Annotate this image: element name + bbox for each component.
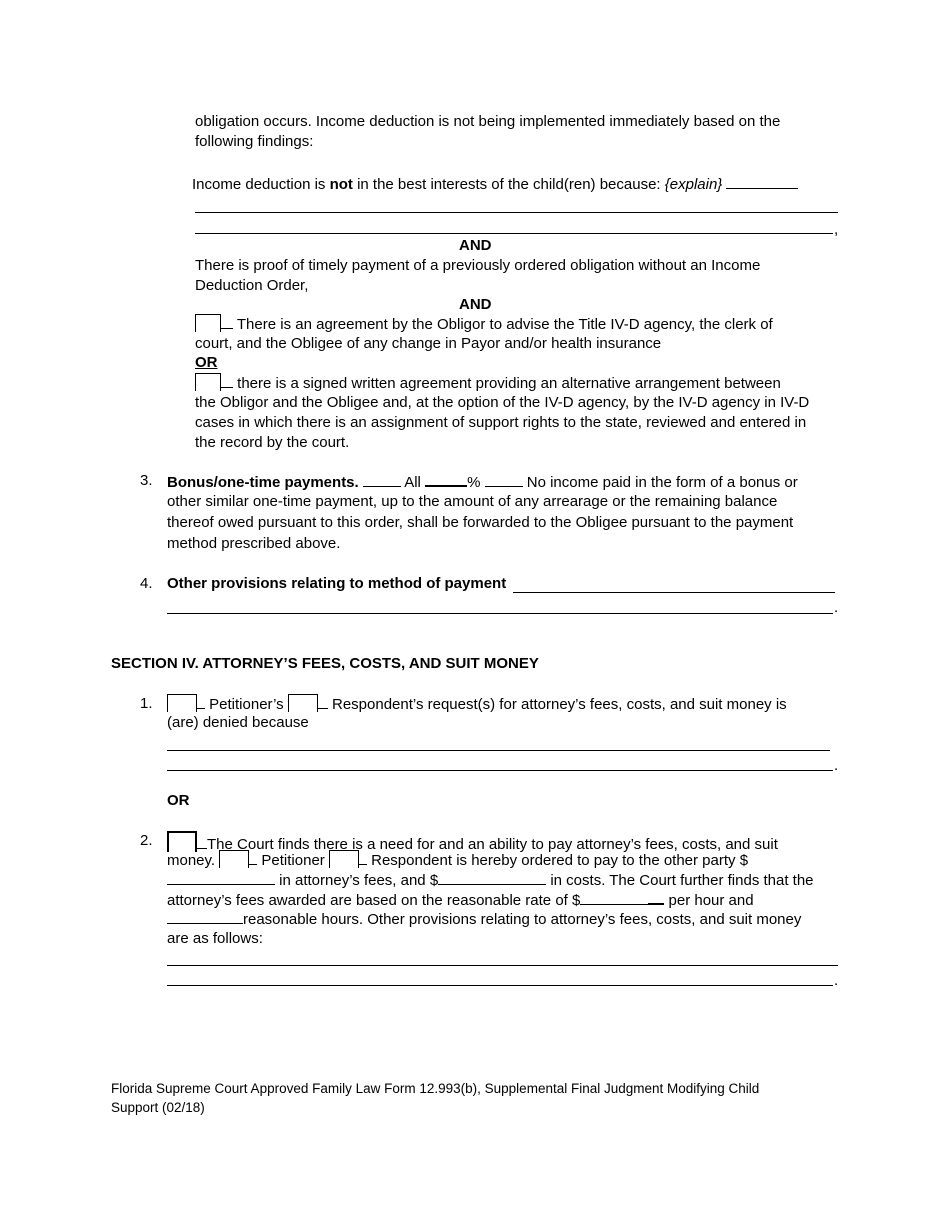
proof-line-1: There is proof of timely payment of a previously ordered obligation without an Income <box>195 257 761 274</box>
s4-item1-line-1 <box>167 694 787 715</box>
item3-rest: No income paid in the form of a bonus or <box>522 474 798 491</box>
explain-comma: , <box>834 221 839 238</box>
s4-item2-number: 2. <box>140 832 153 849</box>
petitioner-request-checkbox[interactable] <box>167 694 197 712</box>
s4-item2-petitioner: Petitioner <box>257 852 329 869</box>
denied-line-2[interactable] <box>167 770 833 771</box>
item4-line-1[interactable] <box>513 592 835 593</box>
item3-all: All <box>400 474 426 491</box>
s4-or: OR <box>167 792 190 809</box>
item3-number: 3. <box>140 472 153 489</box>
agreement-line-1 <box>195 314 773 335</box>
signed-text: there is a signed written agreement providing an alternative arrangement between <box>233 375 781 392</box>
signed-agreement-checkbox[interactable] <box>195 373 221 391</box>
s4-item2-text-1: The Court finds there is a need for and an ability to pay attorney’s fees, costs, and suit <box>207 836 778 853</box>
item3-percent: % <box>467 474 481 491</box>
agreement-line-2: court, and the Obligee of any change in Payor and/or health insurance <box>195 335 662 352</box>
bonus-none-blank[interactable] <box>485 472 523 487</box>
bonus-all-blank[interactable] <box>363 472 401 487</box>
or-top: OR <box>195 354 218 371</box>
respondent-pay-checkbox[interactable] <box>329 850 359 868</box>
attorney-fees-amount-blank[interactable] <box>167 870 275 885</box>
s4-item2-fees: in attorney’s fees, and $ <box>275 872 439 889</box>
explain-line-2[interactable] <box>195 233 833 234</box>
s4-item1-respondent: Respondent’s request(s) for attorney’s fees, costs, and suit money is <box>327 696 787 713</box>
and-2: AND <box>459 296 492 313</box>
denied-line-1[interactable] <box>167 750 830 751</box>
item3-line-3: thereof owed pursuant to this order, shall be forwarded to the Obligee pursuant to the payment <box>167 514 794 531</box>
signed-line-3: cases in which there is an assignment of support rights to the state, reviewed and entered in <box>195 414 807 431</box>
s4-item1-number: 1. <box>140 695 153 712</box>
s4-item2-line-2 <box>167 850 748 871</box>
s4-item2-money: money. <box>167 852 220 869</box>
signed-line-1 <box>195 373 781 394</box>
s4-item2-period: . <box>834 972 839 989</box>
s4-item2-per-hour: per hour and <box>664 892 754 909</box>
item3-line-1 <box>167 471 798 493</box>
top-line-1: obligation occurs. Income deduction is not being implemented immediately based on the <box>195 113 781 130</box>
bonus-percent-blank[interactable] <box>425 471 467 487</box>
proof-line-2: Deduction Order, <box>195 277 309 294</box>
s4-item2-respondent: Respondent is hereby ordered to pay to the other party $ <box>366 852 749 869</box>
item4-number: 4. <box>140 575 153 592</box>
signed-line-4: the record by the court. <box>195 434 350 451</box>
s4-item2-line-3 <box>167 870 814 891</box>
item4-title: Other provisions relating to method of payment <box>167 575 507 592</box>
explain-blank[interactable] <box>726 174 798 189</box>
hourly-rate-blank-bold <box>648 889 664 905</box>
s4-item1-line-2: (are) denied because <box>167 714 309 731</box>
other-provisions-line-2[interactable] <box>167 985 833 986</box>
petitioner-pay-checkbox[interactable] <box>219 850 249 868</box>
court-finds-checkbox[interactable] <box>167 831 197 852</box>
other-provisions-line-1[interactable] <box>167 965 838 966</box>
s4-item1-period: . <box>834 757 839 774</box>
not-best-pre: Income deduction is <box>192 176 330 193</box>
not-best-interest-line <box>192 174 798 195</box>
s4-item2-costs: in costs. The Court further finds that the <box>546 872 814 889</box>
respondent-checkbox-blank <box>318 694 328 709</box>
respondent-pay-blank <box>359 850 367 865</box>
reasonable-hours-blank[interactable] <box>167 909 243 924</box>
agreement-text: There is an agreement by the Obligor to advise the Title IV-D agency, the clerk of <box>233 316 773 333</box>
not-best-post: in the best interests of the child(ren) because: <box>352 176 665 193</box>
item3-line-4: method prescribed above. <box>167 535 341 552</box>
explain-line-1[interactable] <box>195 212 838 213</box>
s4-item2-line-4 <box>167 889 754 911</box>
item4-line-2[interactable] <box>167 613 833 614</box>
respondent-request-checkbox[interactable] <box>288 694 318 712</box>
hourly-rate-blank[interactable] <box>580 890 648 905</box>
item4-period: . <box>834 599 839 616</box>
section4-heading: SECTION IV. ATTORNEY’S FEES, COSTS, AND SUIT MONEY <box>111 655 539 672</box>
explain-hint: {explain} <box>664 176 723 193</box>
s4-item1-petitioner: Petitioner’s <box>205 696 288 713</box>
item3-title: Bonus/one-time payments. <box>167 474 359 491</box>
s4-item2-rate: attorney’s fees awarded are based on the reasonable rate of $ <box>167 892 581 909</box>
costs-amount-blank[interactable] <box>438 870 546 885</box>
agreement-checkbox-blank <box>221 314 233 329</box>
and-1: AND <box>459 237 492 254</box>
item3-line-2: other similar one-time payment, up to the amount of any arrearage or the remaining balance <box>167 493 778 510</box>
footer-line-1: Florida Supreme Court Approved Family Law Form 12.993(b), Supplemental Final Judgment Modifying Child <box>111 1081 760 1096</box>
signed-line-2: the Obligor and the Obligee and, at the option of the IV-D agency, by the IV-D agency in IV-D <box>195 394 810 411</box>
not-best-not: not <box>329 176 353 193</box>
agreement-checkbox[interactable] <box>195 314 221 332</box>
top-line-2: following findings: <box>195 133 314 150</box>
court-finds-blank <box>197 834 207 849</box>
s4-item2-line-5 <box>167 909 801 930</box>
signed-checkbox-blank <box>221 373 233 388</box>
footer-line-2: Support (02/18) <box>111 1100 205 1115</box>
s4-item2-line-6: are as follows: <box>167 930 263 947</box>
s4-item2-hours: reasonable hours. Other provisions relating to attorney’s fees, costs, and suit money <box>243 911 802 928</box>
petitioner-checkbox-blank <box>197 694 205 709</box>
